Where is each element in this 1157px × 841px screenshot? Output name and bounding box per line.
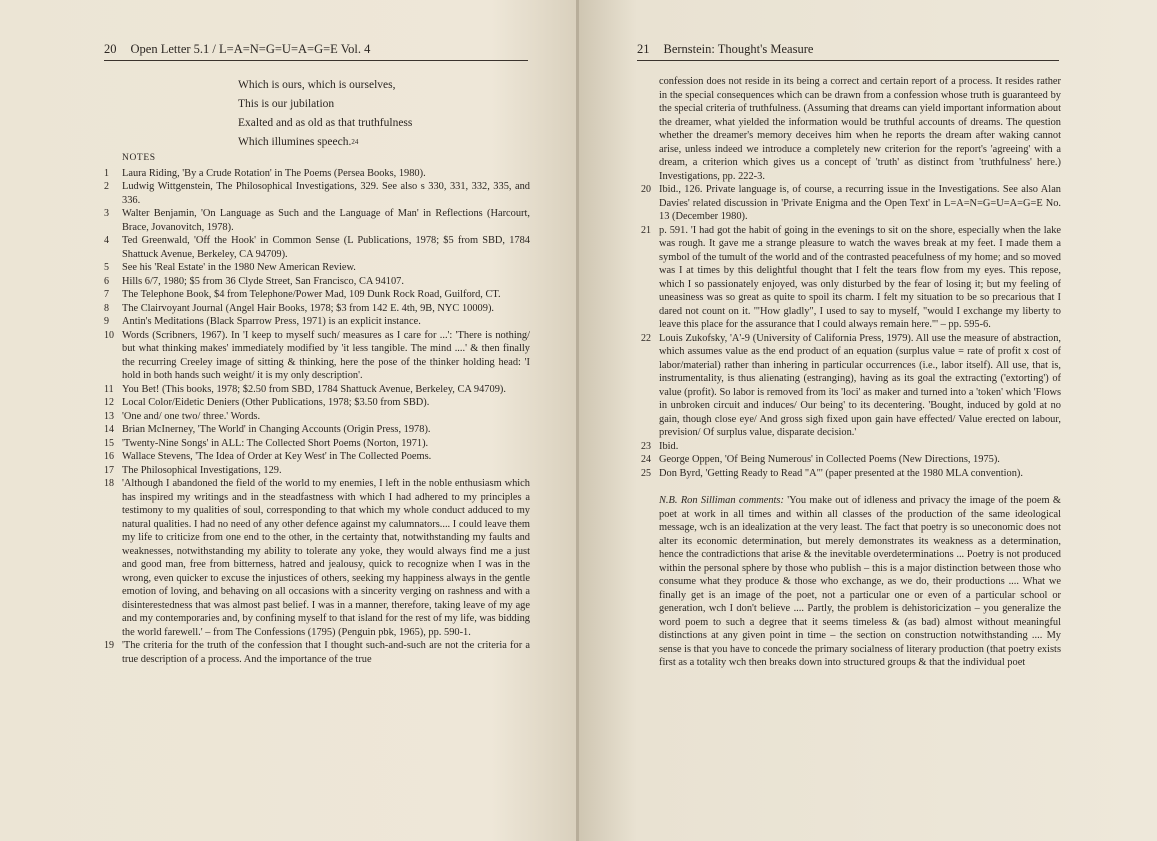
note-item: 24 George Oppen, 'Of Being Numerous' in Collected Poems (New Directions, 1975). (641, 454, 1000, 465)
note-continuation: confession does not reside in its being a correct and certain report of a process. It resides rather in the special consequences which can be drawn from a confession whose truth is guaranteed by the special criteria of truthfulness. (Assuming that dreams can yield important information about the dreamer, what yielded the information would be truthful accounts of dreams. The question whether the dreamer's memory deceives him when he reports the dream after waking cannot arise, unless indeed we introduce a completely new criterion for the report's 'agreeing' with a dream, a criterion which gives us a concept of 'truth' as distinct from 'truthfulness' here.) Investigations, pp. 222-3. (659, 76, 1061, 182)
note-item: 6 Hills 6/7, 1980; $5 from 36 Clyde Street, San Francisco, CA 94107. (104, 275, 404, 287)
poem-line: Which is ours, which is ourselves, (238, 79, 396, 91)
note-item: 4 Ted Greenwald, 'Off the Hook' in Common Sense (L Publications, 1978; $5 from SBD, 1784 Shattuck Avenue, Berkeley, CA 94709). (104, 235, 530, 260)
note-item: 5 See his 'Real Estate' in the 1980 New American Review. (104, 262, 356, 273)
note-item: 19 'The criteria for the truth of the confession that I thought such-and-such are not the criteria for a true description of a process. And the importance of the true (104, 640, 530, 665)
note-item: 13 'One and/ one two/ three.' Words. (104, 410, 261, 422)
running-head-title: Open Letter 5.1 / L=A=N=G=U=A=G=E Vol. 4 (130, 42, 371, 56)
header-rule (637, 60, 1059, 61)
note-item: 21 p. 591. 'I had got the habit of going in the evenings to sit on the shore, especially when the lake was rough. It gave me a strange pleasure to watch the waves break at my feet. I made them a symbol of the tumult of the world and of the contrasted peacefulness of my home; and so moved was I at times by this delightful thought that I felt the tears flow from my eyes. This repose, which I so passionately enjoyed, was only disturbed by the fear of losing it; but my feeling of uneasiness was so great as quite to spoil its charm. I felt my situation to be so precarious that I dared not count on it. '"How gladly", I used to say to myself, "would I exchange my liberty to leave this place for the assurance that I could always remain here."' – pp. 595-6. (641, 224, 1061, 330)
page-number: 21 (637, 42, 650, 56)
footnote-ref: 24 (351, 138, 359, 146)
note-item: 22 Louis Zukofsky, 'A'-9 (University of California Press, 1979). All use the measure of abstraction, which assumes value as the end product of an equation (surplus value = rate of profit x cost of labor/material) rather than inhering in particular occurrences (i.e., labor itself). All use, that is, instrumentality, is thus alienating (estranging), having as its goal the extracting ('extorting') of value (profit). So labor is removed from its 'loci' as maker and turned into a 'token' which 'Flows in unbroken circuit and induces/ Our being' to its decentering. 'Bought, induced by gold at no gain, though close eye/ And gross sigh fixed upon gain have effected/ Value erected on labour, prevision/ Of surplus value, disparate decision.' (641, 332, 1061, 438)
note-item: 7 The Telephone Book, $4 from Telephone/Power Mad, 109 Dunk Rock Road, Guilford, CT. (104, 289, 501, 300)
note-item: 15 'Twenty-Nine Songs' in ALL: The Collected Short Poems (Norton, 1971). (104, 437, 429, 449)
right-page (579, 0, 1157, 841)
note-item: 9 Antin's Meditations (Black Sparrow Press, 1971) is an explicit instance. (104, 316, 421, 327)
running-head (104, 42, 370, 57)
note-item: 23 Ibid. (641, 440, 679, 452)
notes-list (104, 152, 530, 666)
note-item: 1 Laura Riding, 'By a Crude Rotation' in The Poems (Persea Books, 1980). (104, 167, 426, 179)
note-item: 11 You Bet! (This books, 1978; $2.50 from SBD, 1784 Shattuck Avenue, Berkeley, CA 94709). (104, 383, 506, 395)
running-head-title: Bernstein: Thought's Measure (663, 42, 814, 56)
header-rule (104, 60, 528, 61)
note-item: 16 Wallace Stevens, 'The Idea of Order at Key West' in The Collected Poems. (104, 451, 432, 462)
note-item: 20 Ibid., 126. Private language is, of course, a recurring issue in the Investigations. See also Alan Davies' related discussion in 'Private Enigma and the Open Text' in L=A=N=G=U=A=G=E No. 13 (December 1980). (641, 184, 1061, 222)
nb-text: 'You make out of idleness and privacy the image of the poem & poet at work in all times and within all classes of the production of the same ideological message, wch is an idealization at the very least. The fact that poetry is so uneconomic does not alter its economic determination, but merely demonstrates its weakness as a determination, hence the contradictions that arise & the inevitable overdeterminations ... Poetry is not produced within the personal sphere by those who publish – this is a major distinction between those who consume what they produce & those who exchange, as we do, their productions .... What we finally get is an image of the poet, not a particular one or even of a particular school or generation, wch I don't believe .... Partly, the problem is dehistoricization – you generalize the word poem to such a degree that it seems timeless & (as bad) almost without meaningful distinctions at any given point in time – the section on construction notwithstanding .... My sense is that you have to concede the primary socialness of literary production (that poetry exists first as a totality wch then breaks down into structured groups & that the individual poet (659, 495, 1061, 668)
nb-label: N.B. Ron Silliman comments: (659, 495, 784, 506)
note-item: 8 The Clairvoyant Journal (Angel Hair Books, 1978; $3 from 142 E. 4th, 9B, NYC 10009). (104, 302, 494, 314)
note-item: 10 Words (Scribners, 1967). In 'I keep to myself such/ measures as I care for ...': 'There is nothing/ but what thinking makes' immediately modified by 'it less tangible. The mind ....' & then finally the recurring Creeley image of sitting & thinking, here the pose of the thinker holding head: 'I hold in both hands such weight/ it is my only description'. (104, 329, 530, 381)
note-item: 14 Brian McInerney, 'The World' in Changing Accounts (Origin Press, 1978). (104, 424, 431, 435)
poem-line: Exalted and as old as that truthfulness (238, 117, 413, 129)
left-page (0, 0, 578, 841)
note-item: 18 'Although I abandoned the field of the world to my enemies, I left in the noble enthusiasm which has inspired my writings and in the steadfastness with which I had adhered to my principles a testimony to my qualities of soul, corresponding to that which my whole conduct adduced to my natural qualities. I had no need of any other defence against my calumnators.... I could leave them my life to criticize from one end to the other, in the certainty that, notwithstanding my faults and weaknesses, notwithstanding my ability to tolerate any yoke, they would always find me a just and good man, free from bitterness, hatred and jealousy, quick to recognize when I was in the wrong, even quicker to excuse the injustices of others, seeking my happiness always in the gentle emotion of loving, and behaving on all occasions with a sincerity verging on rashness and with a disinterestedness that was almost past belief. I was in a manner, therefore, taking leave of my age and my contemporaries and, by confining myself to that island for the rest of my life, was bidding the world farewell.' – from The Confessions (1795) (Penguin pbk, 1965), pp. 590-1. (104, 478, 530, 638)
notes-list (641, 75, 1061, 670)
note-item: 17 The Philosophical Investigations, 129. (104, 464, 282, 476)
note-item: 3 Walter Benjamin, 'On Language as Such and the Language of Man' in Reflections (Harcourt, Brace, Jovanovitch, 1978). (104, 208, 530, 233)
note-item: 2 Ludwig Wittgenstein, The Philosophical Investigations, 329. See also s 330, 331, 332, 335, and 336. (104, 181, 530, 206)
poem-line: Which illumines speech.$^{24}$ (238, 136, 359, 148)
poem-line: This is our jubilation (238, 98, 335, 110)
poem-excerpt (238, 76, 412, 152)
note-item: 12 Local Color/Eidetic Deniers (Other Publications, 1978; $3.50 from SBD). (104, 397, 430, 408)
nb-comment (641, 494, 1061, 670)
running-head (637, 42, 813, 57)
page-number: 20 (104, 42, 117, 56)
note-item: 25 Don Byrd, 'Getting Ready to Read "A"' (paper presented at the 1980 MLA convention). (641, 467, 1023, 479)
notes-heading: NOTES (122, 153, 156, 163)
